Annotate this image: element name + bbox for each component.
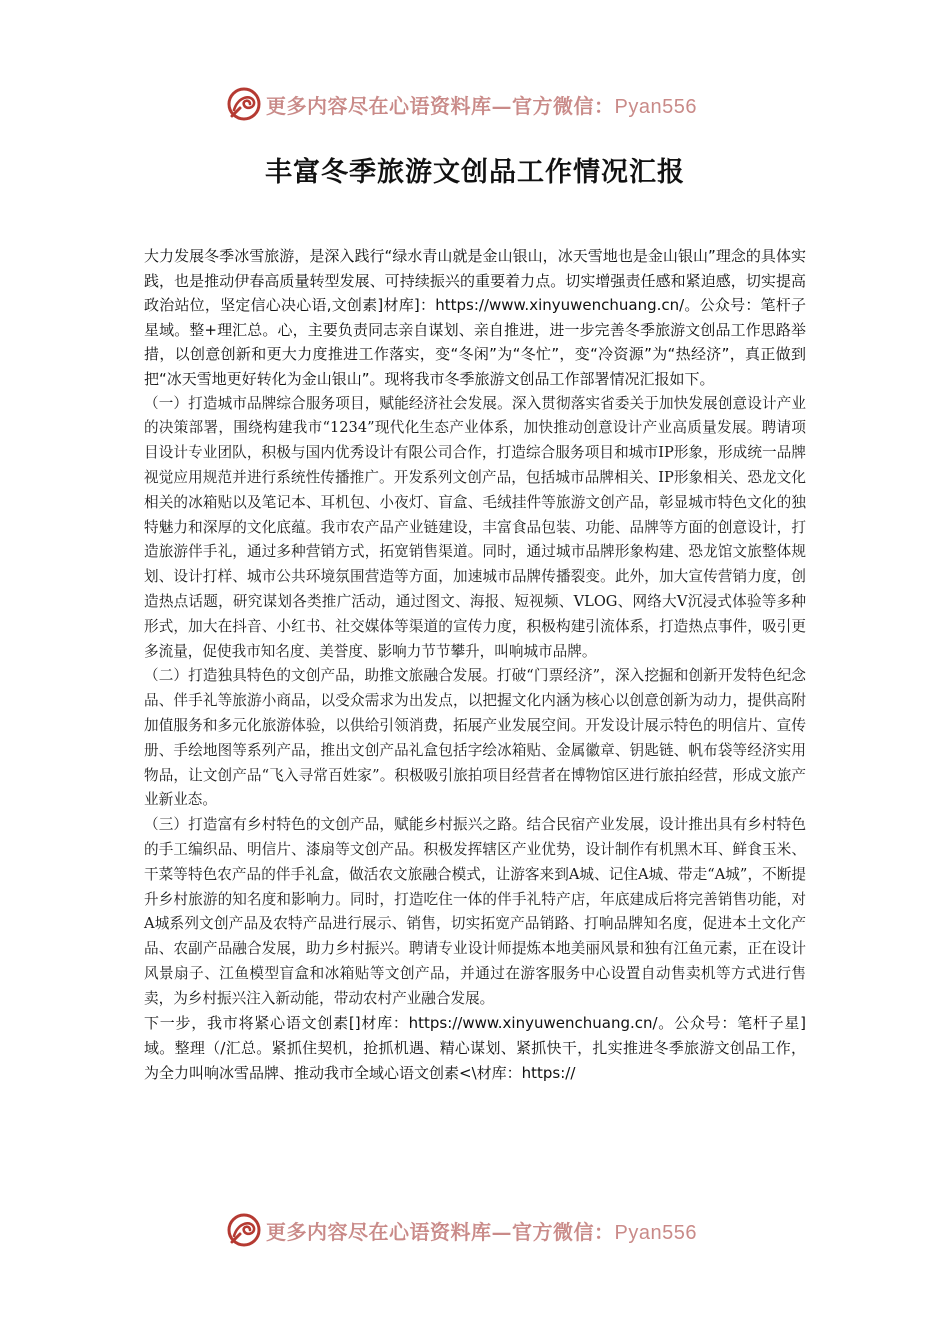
dragon-swirl-logo-icon <box>226 1212 262 1248</box>
banner-label: 更多内容尽在心语资料库—官方微信： <box>266 1219 615 1244</box>
intro-paragraph: 大力发展冬季冰雪旅游，是深入践行“绿水青山就是金山银山，冰天雪地也是金山银山”理念的具体实践，也是推动伊春高质量转型发展、可持续振兴的重要着力点。切实增强责任感和紧迫感，切实提高政治站位，坚定信心决心语,文创素]材库]：https://www.xinyuwenchuang.cn/。公众号：笔杆子星域。整+理汇总。心，主要负责同志亲自谋划、亲自推进，进一步完善冬季旅游文创品工作思路举措，以创意创新和更大力度推进工作落实，变“冬闲”为“冬忙”，变“冷资源”为“热经济”，真正做到把“冰天雪地更好转化为金山银山”。现将我市冬季旅游文创品工作部署情况汇报如下。 <box>144 247 806 388</box>
footer-banner <box>226 1210 726 1250</box>
banner-label: 更多内容尽在心语资料库—官方微信： <box>266 93 615 118</box>
banner-wechat-id: Pyan556 <box>614 95 697 118</box>
header-banner <box>226 84 726 124</box>
banner-text <box>266 90 697 119</box>
section-3-paragraph: （三）打造富有乡村特色的文创产品，赋能乡村振兴之路。结合民宿产业发展，设计推出具有乡村特色的手工编织品、明信片、漆扇等文创产品。积极发挥辖区产业优势，设计制作有机黑木耳、鲜食玉米、干菜等特色农产品的伴手礼盒，做活农文旅融合模式，让游客来到A城、记住A城、带走“A城”，不断提升乡村旅游的知名度和影响力。同时，打造吃住一体的伴手礼特产店，年底建成后将完善销售功能，对A城系列文创产品及农特产品进行展示、销售，切实拓宽产品销路、打响品牌知名度，促进本土文化产品、农副产品融合发展，助力乡村振兴。聘请专业设计师提炼本地美丽风景和独有江鱼元素，正在设计风景扇子、江鱼模型盲盒和冰箱贴等文创产品，并通过在游客服务中心设置自动售卖机等方式进行售卖，为乡村振兴注入新动能，带动农村产业融合发展。 <box>144 816 806 1007</box>
closing-paragraph: 下一步，我市将紧心语文创素[]材库：https://www.xinyuwenchuang.cn/。公众号：笔杆子星]域。整理（/汇总。紧抓住契机，抢抓机遇、精心谋划、紧抓快干，扎实推进冬季旅游文创品工作，为全力叫响冰雪品牌、推动我市全域心语文创素<\材库：https:// <box>144 1014 806 1082</box>
banner-text <box>266 1216 697 1245</box>
document-body <box>144 244 806 1085</box>
page-title: 丰富冬季旅游文创品工作情况汇报 <box>265 157 685 188</box>
section-2-paragraph: （二）打造独具特色的文创产品，助推文旅融合发展。打破“门票经济”，深入挖掘和创新开发特色纪念品、伴手礼等旅游小商品，以受众需求为出发点，以把握文化内涵为核心以创意创新为动力，提供高附加值服务和多元化旅游体验，以供给引领消费，拓展产业发展空间。开发设计展示特色的明信片、宣传册、手绘地图等系列产品，推出文创产品礼盒包括字绘冰箱贴、金属徽章、钥匙链、帆布袋等经济实用物品，让文创产品“飞入寻常百姓家”。积极吸引旅拍项目经营者在博物馆区进行旅拍经营，形成文旅产业新业态。 <box>144 667 806 809</box>
section-1-paragraph: （一）打造城市品牌综合服务项目，赋能经济社会发展。深入贯彻落实省委关于加快发展创意设计产业的决策部署，围绕构建我市“1234”现代化生态产业体系，加快推动创意设计产业高质量发展。聘请项目设计专业团队，积极与国内优秀设计有限公司合作，打造综合服务项目和城市IP形象，形成统一品牌视觉应用规范并进行系统性传播推广。开发系列文创产品，包括城市品牌相关、IP形象相关、恐龙文化相关的冰箱贴以及笔记本、耳机包、小夜灯、盲盒、毛绒挂件等旅游文创产品，彰显城市特色文化的独特魅力和深厚的文化底蕴。我市农产品产业链建设，丰富食品包装、功能、品牌等方面的创意设计，打造旅游伴手礼，通过多种营销方式，拓宽销售渠道。同时，通过城市品牌形象构建、恐龙馆文旅整体规划、设计打样、城市公共环境氛围营造等方面，加速城市品牌传播裂变。此外，加大宣传营销力度，创造热点话题，研究谋划各类推广活动，通过图文、海报、短视频、VLOG、网络大V沉浸式体验等多种形式，加大在抖音、小红书、社交媒体等渠道的宣传力度，积极构建引流体系，打造热点事件，吸引更多流量，促使我市知名度、美誉度、影响力节节攀升，叫响城市品牌。 <box>144 394 806 660</box>
banner-wechat-id: Pyan556 <box>614 1221 697 1244</box>
dragon-swirl-logo-icon <box>226 86 262 122</box>
